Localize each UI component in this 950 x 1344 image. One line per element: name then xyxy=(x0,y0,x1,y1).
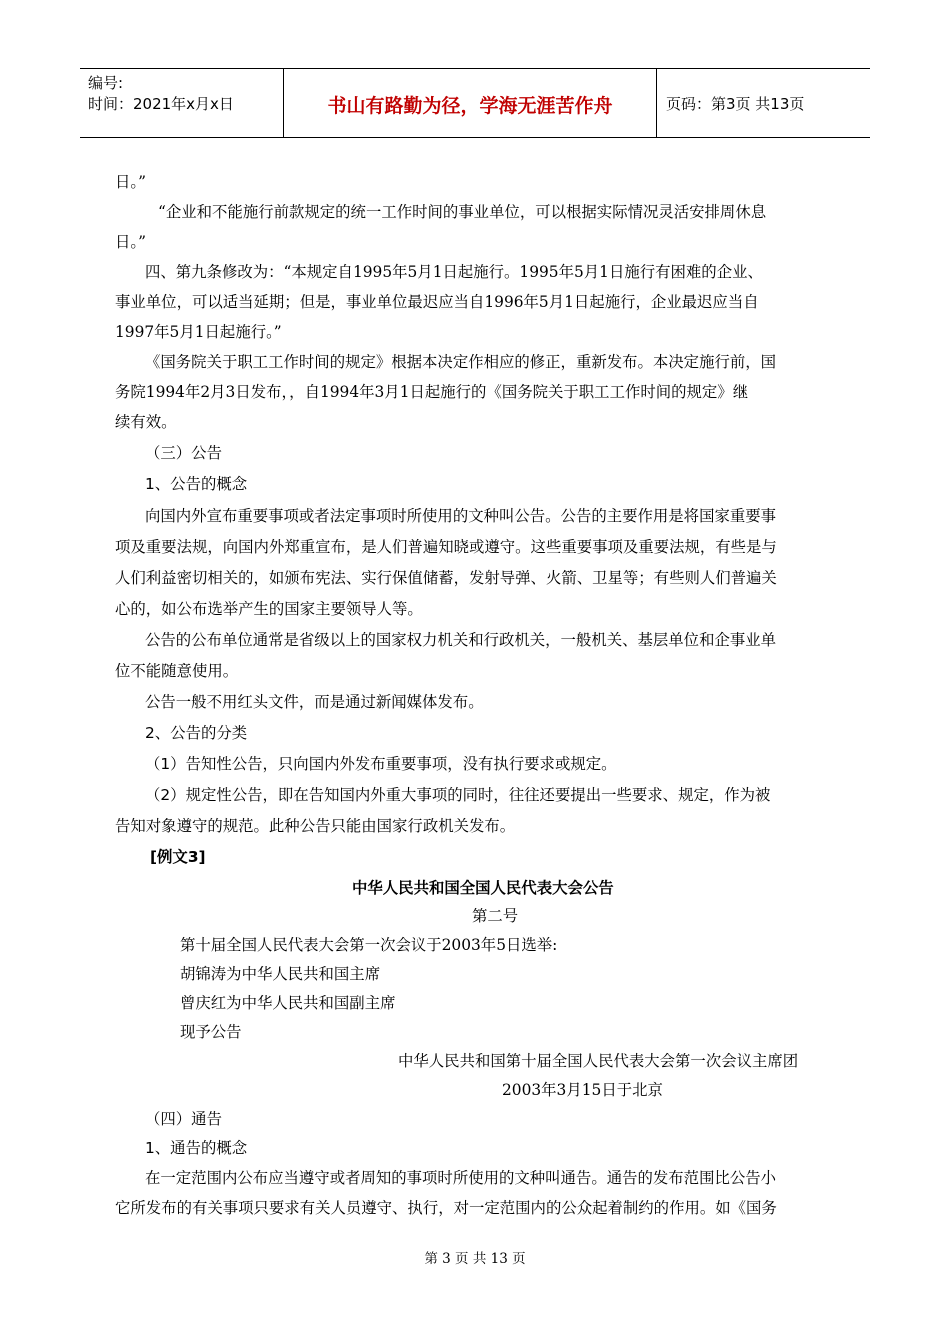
announcement-signature: 中华人民共和国第十届全国人民代表大会第一次会议主席团 xyxy=(398,1052,799,1070)
body-line: 续有效。 xyxy=(115,413,177,431)
announcement-line: 曾庆红为中华人民共和国副主席 xyxy=(180,994,396,1012)
announcement-line: 第十届全国人民代表大会第一次会议于2003年5日选举: xyxy=(180,936,558,954)
announcement-title: 中华人民共和国全国人民代表大会公告 xyxy=(352,879,614,897)
announcement-line: 胡锦涛为中华人民共和国主席 xyxy=(180,965,381,983)
body-line: 《国务院关于职工工作时间的规定》根据本决定作相应的修正，重新发布。本决定施行前，国 xyxy=(145,353,777,371)
announcement-date: 2003年3月15日于北京 xyxy=(502,1081,663,1099)
subsection-heading: 1、公告的概念 xyxy=(145,475,248,493)
section-heading: （三）公告 xyxy=(145,444,222,462)
body-line: 日。” xyxy=(115,233,146,251)
page-footer: 第 3 页 共 13 页 xyxy=(424,1251,526,1267)
example-label: [例文3] xyxy=(150,848,206,866)
body-line: 事业单位，可以适当延期；但是，事业单位最迟应当自1996年5月1日起施行，企业最迟应当自 xyxy=(115,293,759,311)
subsection-heading: 1、通告的概念 xyxy=(145,1139,248,1157)
body-line: 务院1994年2月3日发布，，自1994年3月1日起施行的《国务院关于职工工作时间的规定》继 xyxy=(115,383,749,401)
section-heading: （四）通告 xyxy=(145,1110,222,1128)
body-line: 向国内外宣布重要事项或者法定事项时所使用的文种叫公告。公告的主要作用是将国家重要事 xyxy=(145,507,777,525)
body-line: （2）规定性公告，即在告知国内外重大事项的同时，往往还要提出一些要求、规定，作为被 xyxy=(145,786,771,804)
body-line: 人们利益密切相关的，如颁布宪法、实行保值储蓄，发射导弹、火箭、卫星等；有些则人们普遍关 xyxy=(115,569,777,587)
header-page-cell xyxy=(656,69,870,137)
body-line: 1997年5月1日起施行。” xyxy=(115,323,282,341)
body-line: 公告的公布单位通常是省级以上的国家权力机关和行政机关，一般机关、基层单位和企事业单 xyxy=(145,631,777,649)
header-motto: 书山有路勤为径，学海无涯苦作舟 xyxy=(327,95,613,117)
header-page-info: 页码：第3页 共13页 xyxy=(666,95,805,113)
body-line: 它所发布的有关事项只要求有关人员遵守、执行，对一定范围内的公众起着制约的作用。如《国务 xyxy=(115,1199,777,1217)
body-line: “企业和不能施行前款规定的统一工作时间的事业单位，可以根据实际情况灵活安排周休息 xyxy=(158,203,767,221)
header-meta-cell xyxy=(80,69,282,137)
announcement-line: 现予公告 xyxy=(180,1023,242,1041)
document-time-label: 时间：2021年x月x日 xyxy=(88,95,234,113)
body-line: 位不能随意使用。 xyxy=(115,662,239,680)
document-number-label: 编号: xyxy=(88,74,124,92)
header-motto-cell xyxy=(283,69,657,137)
body-line: （1）告知性公告，只向国内外发布重要事项，没有执行要求或规定。 xyxy=(145,755,617,773)
announcement-number: 第二号 xyxy=(472,907,519,925)
body-line: 心的，如公布选举产生的国家主要领导人等。 xyxy=(115,600,423,618)
subsection-heading: 2、公告的分类 xyxy=(145,724,248,742)
body-line: 日。” xyxy=(115,173,146,191)
body-line: 在一定范围内公布应当遵守或者周知的事项时所使用的文种叫通告。通告的发布范围比公告小 xyxy=(145,1169,777,1187)
body-line: 公告一般不用红头文件，而是通过新闻媒体发布。 xyxy=(145,693,484,711)
body-line: 四、第九条修改为：“本规定自1995年5月1日起施行。1995年5月1日施行有困难的企业、 xyxy=(145,263,763,281)
body-line: 项及重要法规，向国内外郑重宣布，是人们普遍知晓或遵守。这些重要事项及重要法规，有些是与 xyxy=(115,538,777,556)
body-line: 告知对象遵守的规范。此种公告只能由国家行政机关发布。 xyxy=(115,817,516,835)
page-header xyxy=(80,68,870,138)
